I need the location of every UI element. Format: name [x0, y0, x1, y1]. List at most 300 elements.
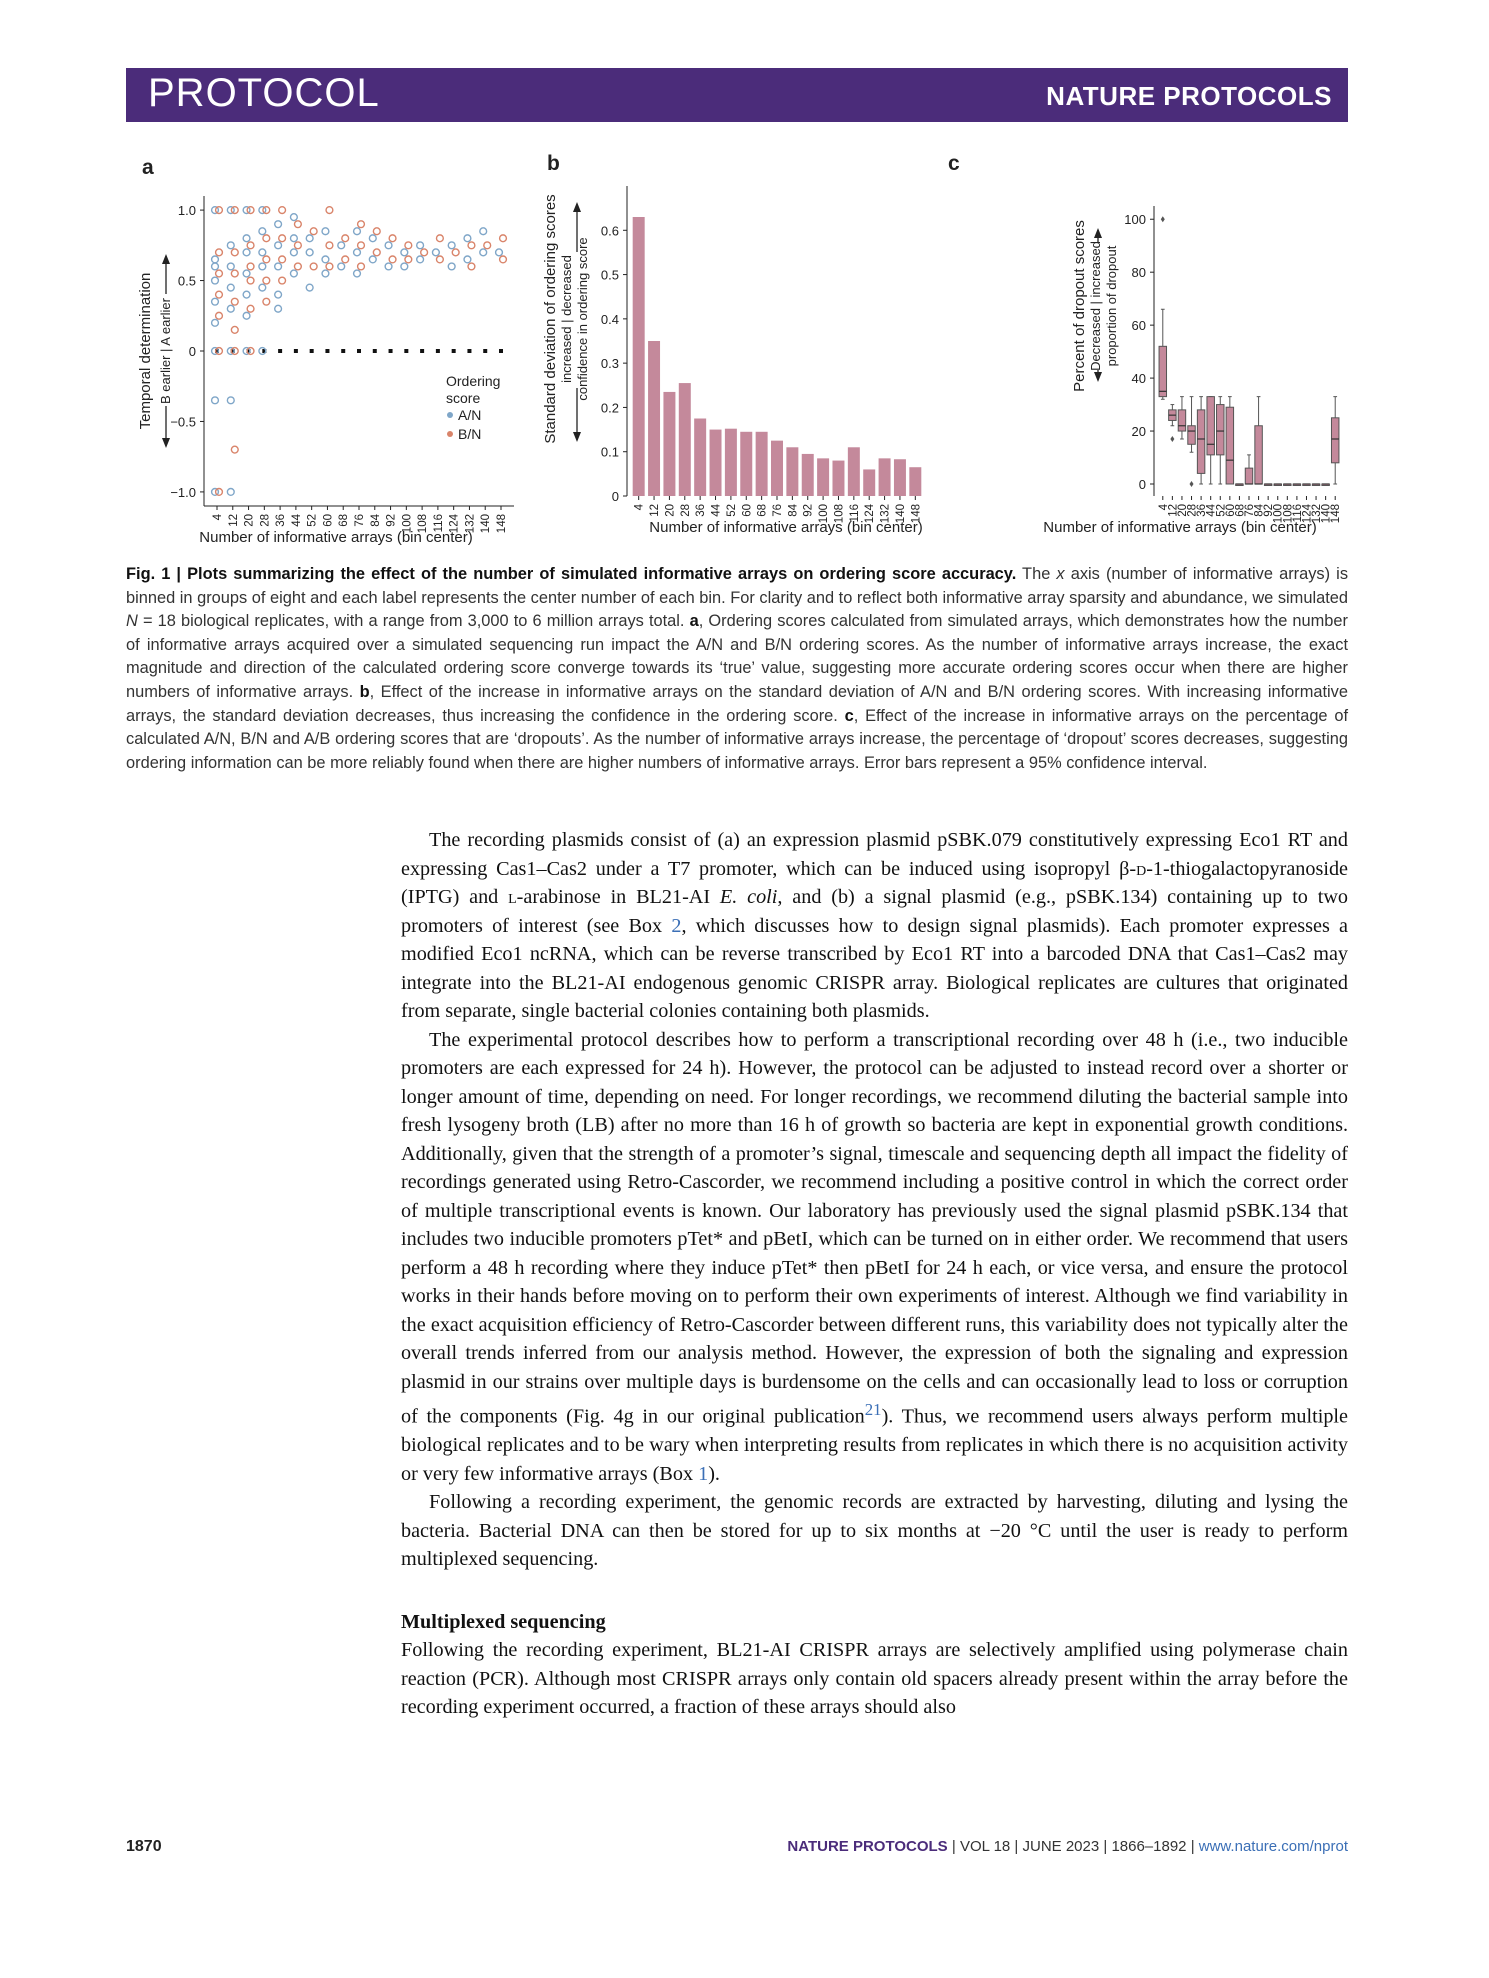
- chart-a-point-an: [290, 249, 297, 256]
- chart-b-arrow-down-head: [573, 432, 581, 442]
- chart-b-xtick-label-140: 140: [894, 504, 907, 524]
- chart-c-box-body: [1178, 410, 1185, 431]
- chart-b-bar-60: [740, 432, 752, 496]
- chart-c-box-84: [1255, 397, 1262, 484]
- chart-a-xtick-label-36: 36: [275, 514, 288, 527]
- chart-a-point-bn: [358, 263, 365, 270]
- chart-a-point-an: [275, 242, 282, 249]
- chart-a-xtick-label-116: 116: [432, 514, 445, 533]
- chart-a-zero-marker: [452, 349, 456, 353]
- chart-b-bar-100: [817, 458, 829, 496]
- chart-c-arrow-up-head: [1094, 228, 1102, 238]
- chart-a-point-an: [290, 214, 297, 221]
- paragraph-2: [401, 1026, 1348, 1489]
- caption-s5: , Effect of the increase in informative arrays on the standard deviation of A/N and B/N ordering scores. With increasing informative arrays, the standard deviation decreases, thus increasing the confidence in the ordering score.: [126, 682, 1348, 725]
- chart-c-ytick-label: 60: [1131, 318, 1146, 334]
- footer-vol: VOL 18: [959, 1838, 1011, 1855]
- caption-label: Fig. 1 | Plots summarizing the effect of the number of simulated informative arrays on ordering score accuracy.: [126, 565, 1017, 583]
- chart-a-xtick-label-108: 108: [417, 514, 430, 534]
- chart-a-zero-marker: [389, 349, 393, 353]
- chart-a-point-bn: [247, 277, 254, 284]
- chart-b-bar-44: [710, 430, 722, 496]
- chart-a-point-bn: [389, 256, 396, 263]
- chart-a-point-bn: [263, 235, 270, 242]
- chart-b-bar-124: [863, 469, 875, 496]
- chart-a-point-an: [290, 235, 297, 242]
- chart-c-flier: [1190, 481, 1194, 487]
- chart-a-legend-an-marker: [447, 412, 453, 418]
- chart-c-xtick-label-20: 20: [1176, 504, 1189, 517]
- chart-a-point-an: [275, 221, 282, 228]
- chart-b-xtick-label-60: 60: [741, 504, 754, 517]
- chart-a-point-bn: [231, 298, 238, 305]
- chart-c-box-44: [1207, 397, 1214, 484]
- chart-c-ytick-label: 20: [1131, 424, 1146, 440]
- chart-c-box-100: [1274, 484, 1281, 486]
- chart-a-point-an: [322, 228, 329, 235]
- chart-a-xtick-label-148: 148: [496, 514, 508, 534]
- body-text: [401, 826, 1348, 1722]
- chart-a-point-an: [322, 270, 329, 277]
- chart-a-point-an: [259, 263, 266, 270]
- chart-a-point-an: [259, 249, 266, 256]
- chart-a-arrow-up-head: [162, 254, 170, 264]
- chart-b-xtick-label-68: 68: [756, 504, 769, 517]
- chart-a-point-an: [212, 263, 219, 270]
- chart-a-zero-marker: [294, 349, 298, 353]
- chart-a-point-bn: [216, 270, 223, 277]
- chart-a-point-an: [464, 256, 471, 263]
- chart-c-xtick-label-4: 4: [1157, 504, 1170, 511]
- reference-21-link[interactable]: 21: [864, 1400, 882, 1419]
- chart-a-point-bn: [484, 242, 491, 249]
- chart-a-point-an: [227, 242, 234, 249]
- chart-b-ytick-label: 0.2: [600, 400, 619, 416]
- chart-b-xtick-label-116: 116: [848, 504, 861, 523]
- chart-b-xtick-label-92: 92: [802, 504, 815, 517]
- chart-a-point-an: [322, 256, 329, 263]
- chart-a-xtick-label-28: 28: [259, 514, 272, 527]
- chart-b-bar-36: [694, 419, 706, 497]
- panel-a-letter: a: [142, 156, 154, 179]
- chart-a-point-an: [417, 242, 424, 249]
- chart-a-point-bn: [468, 263, 475, 270]
- chart-c-xtick-label-76: 76: [1244, 504, 1256, 517]
- chart-a-point-bn: [326, 263, 333, 270]
- chart-c-box-108: [1284, 484, 1291, 486]
- chart-c-box-body: [1255, 426, 1262, 484]
- chart-a-point-bn: [231, 270, 238, 277]
- chart-c-box: [936, 166, 1348, 546]
- chart-a-point-bn: [279, 207, 286, 214]
- chart-b-bar-4: [633, 217, 645, 496]
- p1-d: d: [1136, 857, 1147, 880]
- chart-a-zero-marker: [341, 349, 345, 353]
- chart-a-zero-marker: [483, 349, 487, 353]
- chart-c-xtick-label-92: 92: [1263, 504, 1276, 517]
- chart-b-ylabel-2: increased | decreased: [559, 255, 574, 383]
- chart-c-xtick-label-116: 116: [1291, 504, 1304, 523]
- chart-a-ylabel-1: Temporal determination: [137, 272, 154, 430]
- chart-a-legend-title-1: Ordering: [446, 373, 501, 389]
- chart-a-point-an: [212, 277, 219, 284]
- chart-b-bar-12: [648, 341, 660, 496]
- chart-a-point-bn: [373, 249, 380, 256]
- chart-c-box-92: [1264, 484, 1271, 486]
- chart-b-bar-116: [848, 447, 860, 496]
- caption-b: b: [359, 682, 370, 701]
- footer-url[interactable]: www.nature.com/nprot: [1198, 1838, 1348, 1855]
- chart-a-point-an: [243, 312, 250, 319]
- chart-c-xtick-label-140: 140: [1320, 504, 1333, 524]
- chart-a-point-bn: [421, 249, 428, 256]
- chart-a-point-bn: [310, 263, 317, 270]
- p2-a: The experimental protocol describes how to perform a transcriptional recording over 48 h (i.e., two inducible promoters are each expressed for 24 h). However, the protocol can be adjusted to instead record over a shorter or longer amount of time, depending on need. For longer recordings, we recommend diluting the bacterial sample into fresh lysogeny broth (LB) after no more than 16 h of growth so bacteria are kept in exponential growth conditions. Additionally, given that the strength of a promoter’s signal, timescale and sequencing depth all impact the fidelity of recordings generated using Retro-Cascorder, we recommend including a positive control in which the correct order of multiple transcriptional events is known. Our laboratory has previously used the signal plasmid pSBK.134 that includes two inducible promoters pTet* and pBetI, which can be turned on in either order. We recommend that users perform a 48 h recording where they induce pTet* then pBetI for 24 h each, or vice versa, and ensure the protocol works in their hands before moving on to perform their own experiments of interest. Although we find variability in the exact acquisition efficiency of Retro-Cascorder between different runs, this variability does not typically alter the overall trends inferred from our analysis method. However, the expression of both the signaling and expression plasmid in our strains over multiple days is burdensome on the cells and can occasionally lead to loss or corruption of the components (Fig. 4g in our original publication: [401, 1028, 1348, 1428]
- chart-c-box-52: [1217, 397, 1224, 484]
- chart-c-box-body: [1188, 426, 1195, 445]
- chart-a-point-bn: [263, 298, 270, 305]
- chart-a-point-bn: [500, 235, 507, 242]
- chart-c-box-body: [1159, 346, 1166, 396]
- chart-b-xtick-label-4: 4: [633, 504, 646, 511]
- chart-a-xtick-label-12: 12: [227, 514, 240, 527]
- chart-a-zero-marker: [420, 349, 424, 353]
- chart-a-point-an: [354, 249, 361, 256]
- chart-b-ylabel-3: confidence in ordering score: [575, 237, 590, 401]
- caption-s3: = 18 biological replicates, with a range from 3,000 to 6 million arrays total.: [137, 612, 690, 631]
- caption-a: a: [689, 612, 699, 631]
- chart-b-bar-140: [894, 459, 906, 496]
- footer-sep: |: [1010, 1838, 1023, 1855]
- chart-a-point-bn: [247, 263, 254, 270]
- chart-a-point-bn: [373, 228, 380, 235]
- chart-a-point-an: [227, 305, 234, 312]
- chart-a-point-an: [259, 284, 266, 291]
- chart-a-xtick-label-124: 124: [448, 514, 461, 534]
- chart-a-point-an: [243, 270, 250, 277]
- chart-a-xtick-label-60: 60: [322, 514, 335, 527]
- chart-a-point-an: [480, 249, 487, 256]
- chart-c-xtick-label-68: 68: [1234, 504, 1247, 517]
- chart-a-zero-marker: [373, 349, 377, 353]
- chart-a-point-bn: [279, 277, 286, 284]
- chart-a-ytick-label: 0.5: [177, 273, 196, 289]
- chart-a-zero-marker: [310, 349, 314, 353]
- chart-a-point-bn: [405, 242, 412, 249]
- chart-c-box-body: [1226, 407, 1233, 484]
- page-number: 1870: [126, 1838, 162, 1855]
- chart-b-xtick-label-36: 36: [695, 504, 708, 517]
- paragraph-1: [401, 826, 1348, 1026]
- chart-c-arrow-down-head: [1094, 372, 1102, 382]
- chart-a-point-an: [354, 270, 361, 277]
- chart-c-xtick-label-12: 12: [1167, 504, 1180, 517]
- p1-l: l: [508, 886, 517, 908]
- chart-a-ytick-label: 0: [188, 344, 196, 359]
- chart-a-point-an: [212, 397, 219, 404]
- panel-c-letter: c: [948, 152, 960, 175]
- caption-s4: , Ordering scores calculated from simulated arrays, which demonstrates how the number of informative arrays acquired over a simulated sequencing run impact the A/N and B/N ordering scores. As the number of informative arrays increase, the exact magnitude and direction of the calculated ordering score converge towards its ‘true’ value, suggesting more accurate ordering scores occur when there are higher numbers of informative arrays.: [126, 612, 1348, 701]
- chart-c-box-148: [1331, 397, 1338, 484]
- chart-c-box-76: [1245, 455, 1252, 484]
- chart-a-point-an: [338, 242, 345, 249]
- caption-s1: The: [1016, 565, 1057, 583]
- chart-c-xtick-label-60: 60: [1224, 504, 1237, 517]
- chart-c-box-12: [1169, 405, 1176, 442]
- chart-a-xtick-label-20: 20: [243, 514, 256, 527]
- chart-a-point-bn: [468, 242, 475, 249]
- chart-a-point-an: [212, 319, 219, 326]
- chart-c-xtick-label-132: 132: [1311, 504, 1324, 524]
- footer-sep: |: [1186, 1838, 1199, 1855]
- chart-a-point-an: [369, 235, 376, 242]
- chart-c-box-140: [1322, 484, 1329, 486]
- chart-a-point-an: [401, 263, 408, 270]
- chart-a-point-bn: [358, 221, 365, 228]
- chart-b-xtick-label-108: 108: [833, 504, 846, 524]
- chart-a-scatter: [126, 176, 526, 556]
- p1-b: -1-thiogalactopyranoside (IPTG) and: [401, 857, 1348, 908]
- chart-a-point-bn: [436, 256, 443, 263]
- box-1-link[interactable]: 1: [698, 1462, 709, 1485]
- chart-a-point-an: [227, 284, 234, 291]
- chart-a-point-an: [306, 249, 313, 256]
- chart-c-box-body: [1245, 468, 1252, 484]
- chart-c-xtick-label-124: 124: [1301, 504, 1314, 524]
- chart-a-zero-marker: [278, 349, 282, 353]
- chart-c-xtick-label-44: 44: [1205, 504, 1218, 517]
- chart-b-bar-132: [879, 458, 891, 496]
- chart-a-point-an: [354, 228, 361, 235]
- figure-1: [126, 146, 1348, 556]
- caption-s2: axis (number of informative arrays) is binned in groups of eight and each label represents the center number of each bin. For clarity and to reflect both informative array sparsity and abundance, we simulated: [126, 565, 1349, 607]
- chart-b-bar: [531, 166, 946, 546]
- chart-a-point-bn: [263, 277, 270, 284]
- chart-a-point-bn: [326, 242, 333, 249]
- chart-b-xtick-label-148: 148: [910, 504, 923, 524]
- chart-a-zero-marker: [467, 349, 471, 353]
- chart-a-point-bn: [500, 256, 507, 263]
- chart-a-xtick-label-132: 132: [464, 514, 477, 534]
- chart-a-point-bn: [247, 305, 254, 312]
- p1-d2: , and (b) a signal plasmid (e.g., pSBK.134) containing up to two promoters of interest (see Box: [401, 886, 1349, 937]
- chart-a-point-an: [243, 249, 250, 256]
- chart-c-xtick-label-100: 100: [1272, 504, 1285, 524]
- chart-a-point-an: [417, 256, 424, 263]
- chart-a-xtick-label-140: 140: [480, 514, 493, 534]
- chart-c-box-body: [1207, 397, 1214, 455]
- chart-a-legend-title-2: score: [446, 390, 481, 406]
- chart-a-point-an: [275, 263, 282, 270]
- section-label: PROTOCOL: [148, 71, 380, 115]
- chart-c-box-116: [1293, 484, 1300, 486]
- chart-a-xtick-label-84: 84: [369, 514, 382, 527]
- chart-a-point-an: [338, 263, 345, 270]
- p2-b: ). Thus, we recommend users always perform multiple biological replicates and to be wary when interpreting results from replicates in which there is no acquisition activity or very few informative arrays (Box: [401, 1405, 1348, 1485]
- chart-a-arrow-down-head: [162, 438, 170, 448]
- chart-c-box-36: [1197, 397, 1204, 484]
- chart-a-xtick-label-52: 52: [306, 514, 319, 527]
- chart-c-box-28: [1188, 397, 1195, 487]
- chart-b-bar-20: [663, 392, 675, 496]
- chart-a-point-bn: [231, 446, 238, 453]
- chart-a-point-bn: [216, 249, 223, 256]
- chart-b-ytick-label: 0.5: [600, 267, 619, 283]
- chart-c-xtick-label-52: 52: [1215, 504, 1228, 517]
- chart-a-point-an: [306, 235, 313, 242]
- chart-c-box-body: [1217, 405, 1224, 455]
- chart-a-point-bn: [216, 312, 223, 319]
- footer-sep: |: [1099, 1838, 1112, 1855]
- chart-b-xlabel: Number of informative arrays (bin center): [649, 519, 923, 536]
- chart-b-bar-148: [909, 467, 921, 496]
- chart-a-point-bn: [310, 228, 317, 235]
- chart-a-point-an: [212, 256, 219, 263]
- footer-citation: [787, 1838, 1348, 1855]
- chart-a-legend-bn: B/N: [458, 426, 482, 442]
- chart-c-ytick-label: 0: [1138, 477, 1146, 492]
- chart-c-box-68: [1236, 484, 1243, 486]
- chart-a-xlabel: Number of informative arrays (bin center): [199, 529, 473, 546]
- footer-pages: 1866–1892: [1111, 1838, 1187, 1855]
- journal-header: [126, 68, 1348, 122]
- chart-c-xtick-label-36: 36: [1196, 504, 1209, 517]
- chart-c-ylabel-2: Decreased | increased: [1088, 241, 1103, 371]
- chart-a-point-bn: [405, 256, 412, 263]
- chart-a-point-an: [243, 235, 250, 242]
- chart-b-xtick-label-84: 84: [787, 504, 800, 517]
- chart-c-ylabel-1: Percent of dropout scores: [1071, 220, 1088, 392]
- chart-a-point-bn: [263, 256, 270, 263]
- chart-a-zero-marker: [404, 349, 408, 353]
- chart-a-ylabel-2: B earlier | A earlier: [158, 298, 173, 404]
- chart-b-ytick-label: 0.3: [600, 356, 619, 372]
- chart-a-point-bn: [231, 326, 238, 333]
- chart-b-bar-52: [725, 429, 737, 496]
- box-2-link[interactable]: 2: [671, 914, 682, 937]
- chart-a-point-an: [448, 242, 455, 249]
- caption-n: N: [126, 612, 138, 631]
- chart-b-arrow-up-head: [573, 202, 581, 212]
- chart-a-point-an: [432, 249, 439, 256]
- chart-a-point-bn: [279, 256, 286, 263]
- chart-a-point-an: [227, 489, 234, 496]
- chart-a-point-bn: [389, 235, 396, 242]
- chart-a-point-bn: [294, 242, 301, 249]
- chart-b-bar-92: [802, 454, 814, 496]
- chart-a-zero-marker: [357, 349, 361, 353]
- chart-b-bar-108: [832, 461, 844, 496]
- figure-caption: [126, 563, 1348, 775]
- p2-c: ).: [708, 1462, 720, 1485]
- chart-a-point-bn: [342, 256, 349, 263]
- chart-a-point-an: [385, 263, 392, 270]
- chart-b-ytick-label: 0.4: [600, 311, 619, 327]
- journal-name: NATURE PROTOCOLS: [1046, 81, 1332, 111]
- panel-b-letter: b: [547, 152, 560, 175]
- chart-a-zero-marker: [499, 349, 503, 353]
- chart-b-bar-76: [771, 441, 783, 496]
- chart-a-point-bn: [436, 235, 443, 242]
- chart-a-point-an: [385, 242, 392, 249]
- chart-a-point-an: [290, 270, 297, 277]
- chart-a-zero-marker: [325, 349, 329, 353]
- chart-a-point-bn: [342, 235, 349, 242]
- chart-a-point-an: [275, 305, 282, 312]
- chart-a-xtick-label-100: 100: [401, 514, 414, 534]
- chart-b-xtick-label-52: 52: [725, 504, 738, 517]
- section-heading: Multiplexed sequencing: [401, 1610, 606, 1633]
- chart-c-box-60: [1226, 397, 1233, 484]
- chart-a-legend-an: A/N: [458, 407, 482, 423]
- chart-a-point-bn: [279, 235, 286, 242]
- chart-a-point-an: [464, 235, 471, 242]
- paragraph-4: Following the recording experiment, BL21-AI CRISPR arrays are selectively amplified using polymerase chain reaction (PCR). Although most CRISPR arrays only contain old spacers already present within the array before the recording experiment occurred, a fraction of these arrays should also: [401, 1639, 1348, 1719]
- chart-a-point-an: [306, 284, 313, 291]
- chart-a-point-an: [227, 397, 234, 404]
- chart-a-point-an: [496, 249, 503, 256]
- chart-b-ytick-label: 0: [611, 489, 619, 504]
- footer-journal: NATURE PROTOCOLS: [787, 1838, 948, 1855]
- chart-a-point-bn: [247, 242, 254, 249]
- chart-b-bar-68: [756, 432, 768, 496]
- chart-b-bar-28: [679, 383, 691, 496]
- chart-a-point-an: [259, 228, 266, 235]
- chart-a-point-bn: [326, 207, 333, 214]
- chart-a-ytick-label: −0.5: [170, 414, 196, 430]
- p1-ecoli: E. coli: [719, 886, 778, 908]
- chart-b-xtick-label-12: 12: [649, 504, 662, 517]
- chart-c-ylabel-3: proportion of dropout: [1104, 245, 1119, 367]
- chart-b-xtick-label-124: 124: [864, 504, 877, 524]
- chart-a-point-bn: [216, 291, 223, 298]
- chart-a-ytick-label: −1.0: [170, 484, 196, 500]
- chart-a-xtick-label-92: 92: [385, 514, 398, 527]
- chart-b-ylabel-1: Standard deviation of ordering scores: [542, 194, 559, 444]
- chart-a-point-bn: [294, 221, 301, 228]
- chart-c-xtick-label-28: 28: [1186, 504, 1199, 517]
- chart-a-point-bn: [231, 249, 238, 256]
- chart-b-ytick-label: 0.6: [600, 223, 619, 239]
- chart-a-point-an: [243, 291, 250, 298]
- caption-x: x: [1056, 565, 1065, 583]
- chart-a-point-an: [401, 249, 408, 256]
- chart-c-xtick-label-108: 108: [1282, 504, 1295, 524]
- chart-c-flier: [1170, 436, 1174, 442]
- chart-b-bar-84: [786, 447, 798, 496]
- chart-c-xlabel: Number of informative arrays (bin center): [1043, 519, 1317, 536]
- chart-c-box-4: [1159, 216, 1166, 399]
- chart-a-zero-marker: [436, 349, 440, 353]
- footer-sep: |: [947, 1838, 960, 1855]
- chart-a-ytick-label: 1.0: [177, 203, 196, 219]
- chart-c-flier: [1161, 216, 1165, 222]
- chart-a-point-an: [227, 263, 234, 270]
- p1-c: -arabinose in BL21-AI: [516, 886, 720, 908]
- chart-c-ytick-label: 100: [1124, 212, 1146, 228]
- chart-c-xtick-label-148: 148: [1330, 504, 1343, 524]
- chart-c-box-body: [1197, 410, 1204, 474]
- chart-a-point-bn: [294, 263, 301, 270]
- chart-a-xtick-label-68: 68: [338, 514, 351, 527]
- caption-c: c: [844, 706, 854, 725]
- chart-a-point-an: [275, 291, 282, 298]
- chart-c-ytick-label: 80: [1131, 265, 1146, 281]
- chart-a-xtick-label-4: 4: [212, 514, 224, 521]
- chart-c-box-124: [1303, 484, 1310, 486]
- chart-a-point-an: [212, 298, 219, 305]
- chart-b-xtick-label-132: 132: [879, 504, 892, 524]
